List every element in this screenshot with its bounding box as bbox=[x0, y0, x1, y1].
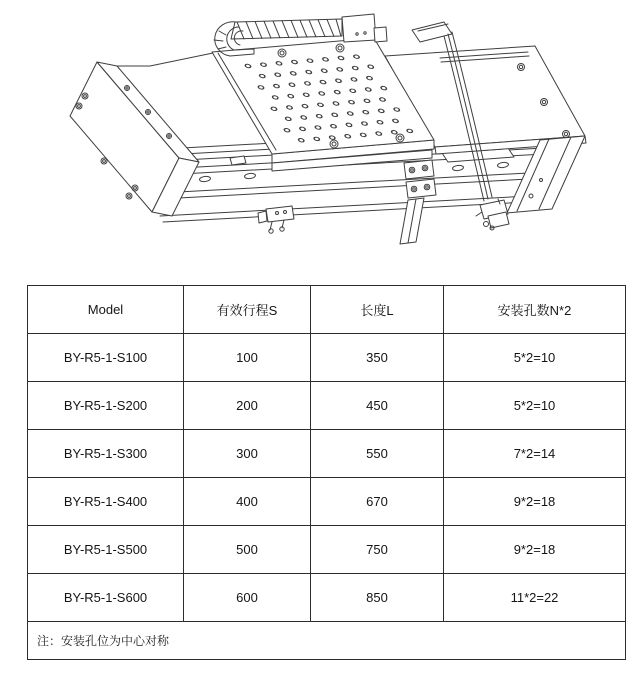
length-cell: 750 bbox=[311, 526, 444, 574]
table-row bbox=[28, 574, 626, 622]
model-cell: BY-R5-1-S600 bbox=[28, 574, 184, 622]
holes-cell: 5*2=10 bbox=[444, 382, 626, 430]
table-row bbox=[28, 526, 626, 574]
linear-module-drawing bbox=[0, 0, 639, 278]
table-row bbox=[28, 382, 626, 430]
note-row bbox=[28, 622, 626, 660]
header-cell-length: 长度L bbox=[311, 286, 444, 334]
stroke-cell: 200 bbox=[184, 382, 311, 430]
plug-sensor-right bbox=[476, 199, 509, 230]
length-cell: 450 bbox=[311, 382, 444, 430]
stroke-cell: 100 bbox=[184, 334, 311, 382]
length-cell: 670 bbox=[311, 478, 444, 526]
header-cell-stroke: 有效行程S bbox=[184, 286, 311, 334]
product-isometric-drawing bbox=[0, 0, 639, 278]
model-cell: BY-R5-1-S500 bbox=[28, 526, 184, 574]
model-cell: BY-R5-1-S200 bbox=[28, 382, 184, 430]
model-cell: BY-R5-1-S100 bbox=[28, 334, 184, 382]
spec-table bbox=[27, 285, 626, 660]
length-cell: 350 bbox=[311, 334, 444, 382]
table-row bbox=[28, 430, 626, 478]
anchor-bracket bbox=[400, 160, 436, 244]
model-cell: BY-R5-1-S400 bbox=[28, 478, 184, 526]
table-row bbox=[28, 478, 626, 526]
base-back-edge bbox=[117, 53, 213, 66]
stroke-cell: 600 bbox=[184, 574, 311, 622]
stroke-cell: 300 bbox=[184, 430, 311, 478]
length-cell: 850 bbox=[311, 574, 444, 622]
left-end-block bbox=[70, 62, 199, 216]
header-cell-holes: 安装孔数N*2 bbox=[444, 286, 626, 334]
holes-cell: 7*2=14 bbox=[444, 430, 626, 478]
length-cell: 550 bbox=[311, 430, 444, 478]
header-cell-model: Model bbox=[28, 286, 184, 334]
stroke-cell: 500 bbox=[184, 526, 311, 574]
header-row bbox=[28, 286, 626, 334]
holes-cell: 9*2=18 bbox=[444, 478, 626, 526]
model-cell: BY-R5-1-S300 bbox=[28, 430, 184, 478]
table-note: 注：安装孔位为中心对称 bbox=[28, 622, 626, 660]
holes-cell: 5*2=10 bbox=[444, 334, 626, 382]
holes-cell: 9*2=18 bbox=[444, 526, 626, 574]
table-row bbox=[28, 334, 626, 382]
stroke-cell: 400 bbox=[184, 478, 311, 526]
holes-cell: 11*2=22 bbox=[444, 574, 626, 622]
